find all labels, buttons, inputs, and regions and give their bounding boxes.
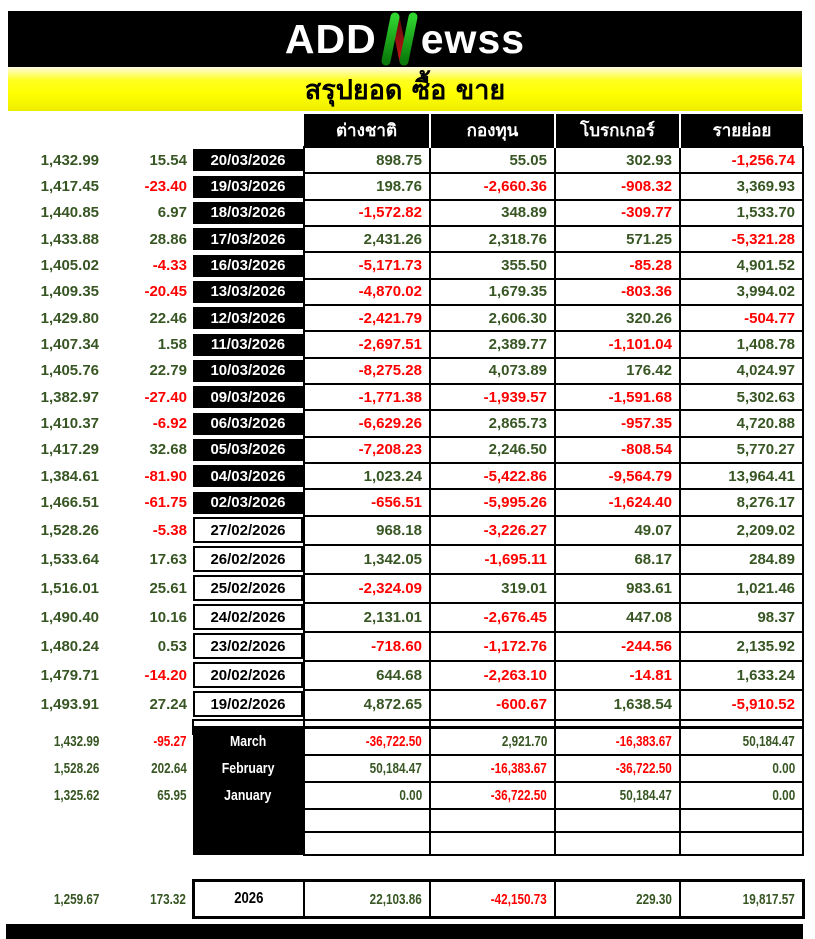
yearly-summary-table <box>20 879 805 919</box>
flow-value: 1,342.05 <box>304 545 430 574</box>
report-title-bar <box>8 67 802 111</box>
change-value: 6.97 <box>157 204 187 222</box>
change-value: 22.79 <box>149 362 187 380</box>
date-cell <box>193 545 304 574</box>
empty-cell <box>555 832 680 855</box>
flow-value <box>304 755 430 782</box>
table-row <box>20 881 803 918</box>
change-value: -27.40 <box>144 388 187 406</box>
flow-value: -908.32 <box>555 173 680 199</box>
app-header <box>8 11 802 67</box>
flow-value-text: 0.00 <box>772 759 795 777</box>
table-row <box>20 410 803 436</box>
flow-value: -1,572.82 <box>304 200 430 226</box>
empty-cell <box>304 809 430 832</box>
date-box: 12/03/2026 <box>193 307 303 329</box>
change-value: 17.63 <box>149 550 187 568</box>
flow-value: -2,421.79 <box>304 305 430 331</box>
month-label-empty <box>193 832 304 855</box>
table-row <box>20 437 803 463</box>
flow-value: 176.42 <box>555 358 680 384</box>
flow-value <box>555 755 680 782</box>
index-value <box>20 755 105 782</box>
index-value: 1,432.99 <box>40 151 99 169</box>
date-box: 19/02/2026 <box>193 691 303 717</box>
date-box: 19/03/2026 <box>193 176 303 198</box>
empty-cell <box>430 832 555 855</box>
flow-value: -5,995.26 <box>430 489 555 515</box>
index-value: 1,433.88 <box>40 230 99 248</box>
flow-value-text: 22,103.86 <box>369 890 422 908</box>
date-box: 20/03/2026 <box>193 149 303 171</box>
flow-value <box>430 782 555 809</box>
index-value: 1,384.61 <box>40 467 99 485</box>
flow-value: -5,910.52 <box>680 690 803 720</box>
date-box: 25/02/2026 <box>193 575 303 601</box>
date-cell <box>193 437 304 463</box>
change-value: 27.24 <box>149 696 187 714</box>
date-box: 20/02/2026 <box>193 662 303 688</box>
flow-value: -2,263.10 <box>430 661 555 690</box>
header-spacer <box>20 114 304 147</box>
change-value: 32.68 <box>149 441 187 459</box>
change-value-text: -95.27 <box>153 732 187 750</box>
change-value: 25.61 <box>149 579 187 597</box>
change-value: -4.33 <box>152 257 187 275</box>
date-box: 06/03/2026 <box>193 413 303 435</box>
date-cell <box>193 690 304 720</box>
change-value <box>105 755 193 782</box>
flow-value: 98.37 <box>680 603 803 632</box>
flow-value: -7,208.23 <box>304 437 430 463</box>
index-value: 1,417.45 <box>40 178 99 196</box>
flow-value <box>304 728 430 755</box>
index-value: 1,417.29 <box>40 441 99 459</box>
index-value: 1,466.51 <box>40 494 99 512</box>
flow-value: 2,318.76 <box>430 226 555 252</box>
index-value: 1,528.26 <box>40 521 99 539</box>
table-row <box>20 147 803 173</box>
flow-value: 447.08 <box>555 603 680 632</box>
empty-cell <box>555 809 680 832</box>
flow-value: 2,865.73 <box>430 410 555 436</box>
index-value-text: 1,528.26 <box>53 759 99 777</box>
flow-value: 2,135.92 <box>680 632 803 661</box>
flow-value: 5,770.27 <box>680 437 803 463</box>
logo-n-icon <box>378 10 420 68</box>
date-box: 26/02/2026 <box>193 546 303 572</box>
flow-value: -8,275.28 <box>304 358 430 384</box>
flow-value: 302.93 <box>555 147 680 173</box>
date-box: 23/02/2026 <box>193 633 303 659</box>
date-box: 02/03/2026 <box>193 492 303 514</box>
date-box: 11/03/2026 <box>193 334 303 356</box>
flow-value: 3,369.93 <box>680 173 803 199</box>
flow-value: 1,638.54 <box>555 690 680 720</box>
flow-value: -85.28 <box>555 252 680 278</box>
date-box: 18/03/2026 <box>193 202 303 224</box>
flow-value: -1,624.40 <box>555 489 680 515</box>
empty-cell <box>304 832 430 855</box>
index-value: 1,533.64 <box>40 550 99 568</box>
empty-cell <box>680 809 803 832</box>
flow-value: 2,246.50 <box>430 437 555 463</box>
flow-value: -1,101.04 <box>555 331 680 357</box>
month-label-text: February <box>221 759 275 777</box>
flow-value: -1,695.11 <box>430 545 555 574</box>
flow-value: -3,226.27 <box>430 516 555 545</box>
flow-value: 4,024.97 <box>680 358 803 384</box>
flow-value: -957.35 <box>555 410 680 436</box>
flow-value: -718.60 <box>304 632 430 661</box>
table-row <box>20 632 803 661</box>
change-value: -6.92 <box>152 415 187 433</box>
empty-cell <box>430 809 555 832</box>
flow-value: -14.81 <box>555 661 680 690</box>
date-cell <box>193 358 304 384</box>
column-header: รายย่อย <box>680 114 803 147</box>
flow-value-text: 0.00 <box>399 786 422 804</box>
flow-value: 8,276.17 <box>680 489 803 515</box>
flow-value-text: -42,150.73 <box>491 890 547 908</box>
flow-value: -803.36 <box>555 279 680 305</box>
row-spacer <box>20 809 193 832</box>
flow-value: 983.61 <box>555 574 680 603</box>
month-label-text: January <box>224 786 272 804</box>
report-title: สรุปยอด ซื้อ ขาย <box>304 74 506 106</box>
index-value-text: 1,325.62 <box>53 786 99 804</box>
flow-value-text: 19,817.57 <box>742 890 795 908</box>
flow-value: 355.50 <box>430 252 555 278</box>
flow-value-text: 50,184.47 <box>369 759 422 777</box>
date-box: 24/02/2026 <box>193 604 303 630</box>
empty-row <box>20 832 803 855</box>
date-box: 05/03/2026 <box>193 439 303 461</box>
flow-value: 968.18 <box>304 516 430 545</box>
month-label <box>193 755 304 782</box>
table-row <box>20 305 803 331</box>
flow-value: 4,720.88 <box>680 410 803 436</box>
flow-value: -244.56 <box>555 632 680 661</box>
date-cell <box>193 200 304 226</box>
table-row <box>20 226 803 252</box>
table-row <box>20 384 803 410</box>
index-value: 1,409.35 <box>40 283 99 301</box>
change-value <box>105 881 193 918</box>
flow-value: 4,073.89 <box>430 358 555 384</box>
year-label <box>193 881 304 918</box>
index-value: 1,493.91 <box>40 696 99 714</box>
flow-value-text: -36,722.50 <box>616 759 672 777</box>
table-row <box>20 755 803 782</box>
flow-value: 2,131.01 <box>304 603 430 632</box>
table-row <box>20 728 803 755</box>
index-value-text: 1,432.99 <box>53 732 99 750</box>
table-row <box>20 574 803 603</box>
flow-value: 284.89 <box>680 545 803 574</box>
flow-value: 68.17 <box>555 545 680 574</box>
flow-value: 1,408.78 <box>680 331 803 357</box>
flow-value-text: -36,722.50 <box>491 786 547 804</box>
index-value: 1,405.76 <box>40 362 99 380</box>
table-row <box>20 661 803 690</box>
change-value: 22.46 <box>149 309 187 327</box>
flow-value: 644.68 <box>304 661 430 690</box>
date-cell <box>193 305 304 331</box>
flow-value: -309.77 <box>555 200 680 226</box>
flow-value: -5,422.86 <box>430 463 555 489</box>
date-cell <box>193 331 304 357</box>
index-value: 1,480.24 <box>40 637 99 655</box>
month-label <box>193 782 304 809</box>
change-value: 0.53 <box>157 637 187 655</box>
flow-value: 55.05 <box>430 147 555 173</box>
table-row <box>20 331 803 357</box>
flow-value-text: 50,184.47 <box>742 732 795 750</box>
flow-value: 198.76 <box>304 173 430 199</box>
change-value: -14.20 <box>144 666 187 684</box>
flow-value <box>304 782 430 809</box>
date-cell <box>193 632 304 661</box>
flow-value: -808.54 <box>555 437 680 463</box>
change-value: -61.75 <box>144 494 187 512</box>
column-header: กองทุน <box>430 114 555 147</box>
daily-header-row <box>20 114 803 147</box>
index-value: 1,410.37 <box>40 415 99 433</box>
monthly-summary-table <box>20 726 804 856</box>
flow-value: 1,679.35 <box>430 279 555 305</box>
change-value: 1.58 <box>157 336 187 354</box>
date-cell <box>193 516 304 545</box>
row-spacer <box>20 832 193 855</box>
table-row <box>20 252 803 278</box>
logo-text-prefix: ADD <box>284 15 377 62</box>
table-row <box>20 545 803 574</box>
date-box: 10/03/2026 <box>193 360 303 382</box>
index-value: 1,405.02 <box>40 257 99 275</box>
date-cell <box>193 603 304 632</box>
index-value: 1,490.40 <box>40 608 99 626</box>
change-value <box>105 728 193 755</box>
table-row <box>20 603 803 632</box>
flow-value: -2,660.36 <box>430 173 555 199</box>
index-value: 1,479.71 <box>40 666 99 684</box>
flow-value: 5,302.63 <box>680 384 803 410</box>
date-cell <box>193 661 304 690</box>
index-value: 1,382.97 <box>40 388 99 406</box>
flow-value: -2,697.51 <box>304 331 430 357</box>
flow-value: 319.01 <box>430 574 555 603</box>
flow-value-text: -16,383.67 <box>491 759 547 777</box>
flow-value: 13,964.41 <box>680 463 803 489</box>
index-value <box>20 728 105 755</box>
change-value: 10.16 <box>149 608 187 626</box>
logo-text-suffix: ewss <box>420 15 526 62</box>
flow-value: 1,023.24 <box>304 463 430 489</box>
month-label-empty <box>193 809 304 832</box>
empty-cell <box>680 832 803 855</box>
daily-table-body <box>20 147 803 734</box>
flow-value: -1,172.76 <box>430 632 555 661</box>
flow-value: 2,209.02 <box>680 516 803 545</box>
index-value: 1,440.85 <box>40 204 99 222</box>
date-cell <box>193 463 304 489</box>
flow-value: 2,389.77 <box>430 331 555 357</box>
index-value: 1,429.80 <box>40 309 99 327</box>
flow-value <box>430 881 555 918</box>
footer-bar <box>6 924 803 939</box>
date-box: 09/03/2026 <box>193 386 303 408</box>
flow-value: 1,533.70 <box>680 200 803 226</box>
date-box: 16/03/2026 <box>193 255 303 277</box>
flow-value-text: 2,921.70 <box>501 732 547 750</box>
index-value <box>20 881 105 918</box>
monthly-table-body <box>20 728 803 855</box>
flow-value-text: -36,722.50 <box>366 732 422 750</box>
date-box: 13/03/2026 <box>193 281 303 303</box>
flow-value-text: -16,383.67 <box>616 732 672 750</box>
flow-value: -504.77 <box>680 305 803 331</box>
flow-value: -656.51 <box>304 489 430 515</box>
change-value: -20.45 <box>144 283 187 301</box>
flow-value: -1,771.38 <box>304 384 430 410</box>
year-label-text: 2026 <box>234 890 264 907</box>
flow-value: 4,901.52 <box>680 252 803 278</box>
index-value <box>20 782 105 809</box>
table-row <box>20 782 803 809</box>
change-value: 15.54 <box>149 151 187 169</box>
flow-value <box>555 728 680 755</box>
change-value <box>105 782 193 809</box>
flow-value: 898.75 <box>304 147 430 173</box>
flow-value: -1,591.68 <box>555 384 680 410</box>
date-box: 04/03/2026 <box>193 465 303 487</box>
flow-value <box>430 728 555 755</box>
table-row <box>20 516 803 545</box>
flow-value: -1,256.74 <box>680 147 803 173</box>
date-cell <box>193 147 304 173</box>
flow-value <box>555 782 680 809</box>
empty-row <box>20 809 803 832</box>
date-cell <box>193 173 304 199</box>
flow-value <box>680 782 803 809</box>
index-value: 1,516.01 <box>40 579 99 597</box>
flow-value: 2,431.26 <box>304 226 430 252</box>
change-value-text: 202.64 <box>151 759 187 777</box>
column-header: โบรกเกอร์ <box>555 114 680 147</box>
change-value-text: 65.95 <box>157 786 187 804</box>
column-header: ต่างชาติ <box>304 114 430 147</box>
index-value: 1,407.34 <box>40 336 99 354</box>
table-row <box>20 463 803 489</box>
flow-value <box>555 881 680 918</box>
table-row <box>20 200 803 226</box>
flow-value: -1,939.57 <box>430 384 555 410</box>
change-value: -23.40 <box>144 178 187 196</box>
change-value: -81.90 <box>144 467 187 485</box>
flow-value: -600.67 <box>430 690 555 720</box>
change-value: -5.38 <box>152 521 187 539</box>
flow-value: 2,606.30 <box>430 305 555 331</box>
flow-value: -9,564.79 <box>555 463 680 489</box>
flow-value: -4,870.02 <box>304 279 430 305</box>
flow-value: 320.26 <box>555 305 680 331</box>
date-cell <box>193 489 304 515</box>
flow-value: 49.07 <box>555 516 680 545</box>
flow-value: 348.89 <box>430 200 555 226</box>
flow-value: -2,676.45 <box>430 603 555 632</box>
flow-value-text: 0.00 <box>772 786 795 804</box>
flow-value: 1,633.24 <box>680 661 803 690</box>
table-row <box>20 173 803 199</box>
table-row <box>20 358 803 384</box>
date-cell <box>193 226 304 252</box>
flow-value: 3,994.02 <box>680 279 803 305</box>
flow-value: -2,324.09 <box>304 574 430 603</box>
flow-value: 1,021.46 <box>680 574 803 603</box>
month-label-text: March <box>229 733 267 751</box>
date-box: 27/02/2026 <box>193 517 303 543</box>
date-cell <box>193 384 304 410</box>
table-row <box>20 279 803 305</box>
flow-value <box>430 755 555 782</box>
change-value: 28.86 <box>149 230 187 248</box>
flow-value: -5,171.73 <box>304 252 430 278</box>
date-cell <box>193 410 304 436</box>
date-cell <box>193 574 304 603</box>
flow-value-text: 50,184.47 <box>619 786 672 804</box>
date-cell <box>193 279 304 305</box>
flow-value: 571.25 <box>555 226 680 252</box>
yearly-table-body <box>20 881 803 918</box>
flow-value-text: 229.30 <box>636 890 672 908</box>
flow-value <box>680 728 803 755</box>
table-row <box>20 690 803 720</box>
flow-value <box>304 881 430 918</box>
flow-value <box>680 881 803 918</box>
flow-value: -5,321.28 <box>680 226 803 252</box>
change-value-text: 173.32 <box>149 890 186 908</box>
table-row <box>20 489 803 515</box>
date-cell <box>193 252 304 278</box>
date-box: 17/03/2026 <box>193 228 303 250</box>
month-label <box>193 728 304 755</box>
flow-value: -6,629.26 <box>304 410 430 436</box>
flow-value: 4,872.65 <box>304 690 430 720</box>
addnewss-logo <box>285 10 525 68</box>
index-value-text: 1,259.67 <box>53 890 99 908</box>
flow-value <box>680 755 803 782</box>
daily-table <box>20 114 804 735</box>
